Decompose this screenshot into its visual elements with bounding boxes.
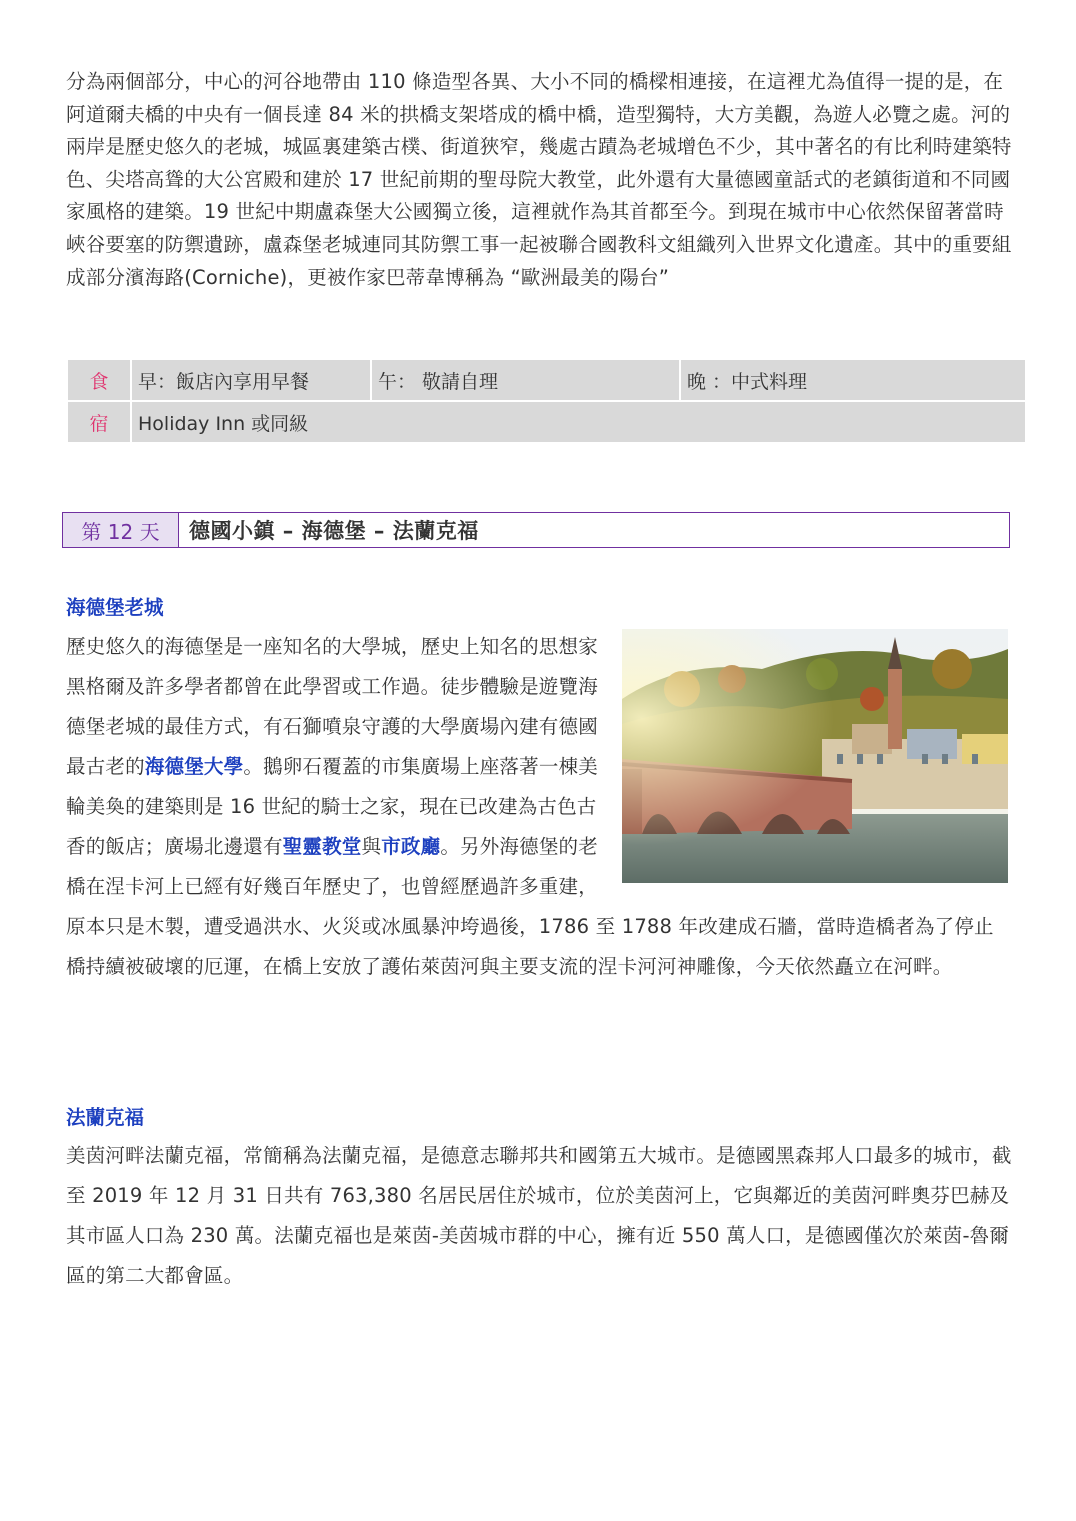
heidelberg-text-4: 。另外海德堡的老橋在涅卡河上已經有好幾百年歷史了，也曾經歷過許多重建，原本只是木製，遭受過洪水、火災或冰風暴沖垮過後，1786 至 1788 年改建成石牆，當時造橋者為了停止橋持續被破壞的厄運，在橋上安放了護佑萊茵河與主要支流的涅卡河河神雕像，今天依然矗立在河畔。: [66, 835, 994, 978]
frankfurt-title: 法蘭克福: [66, 1106, 145, 1129]
lunch-cell: 午： 敬請自理: [371, 359, 680, 401]
day-number: 第 12 天: [63, 513, 179, 547]
heidelberg-paragraph: [66, 627, 1012, 987]
heidelberg-text-1: 歷史悠久的海德堡是一座知名的大學城，歷史上知名的思想家黑格爾及許多學者都曾在此學習或工作過。徒步體驗是遊覽海德堡老城的最佳方式，有石獅噴泉守護的大學廣場內建有德國最古老的: [66, 635, 598, 778]
breakfast-cell: 早：飯店內享用早餐: [131, 359, 371, 401]
day-title: 德國小鎮 – 海德堡 – 法蘭克福: [189, 519, 479, 543]
lodging-row: [67, 401, 1026, 443]
holy-spirit-church-link[interactable]: 聖靈教堂: [282, 835, 362, 858]
frankfurt-paragraph: 美茵河畔法蘭克福，常簡稱為法蘭克福，是德意志聯邦共和國第五大城市。是德國黑森邦人口最多的城市，截至 2019 年 12 月 31 日共有 763,380 名居民居住於城市，位於美茵河上，它與鄰近的美茵河畔奧芬巴赫及其市區人口為 230 萬。法蘭克福也是萊茵-美茵城市群的中心，擁有近 550 萬人口，是德國僅次於萊茵-魯爾區的第二大都會區。: [66, 1144, 1012, 1287]
dinner-cell: 晚 ：中式料理: [680, 359, 1026, 401]
lodging-label: 宿: [67, 401, 131, 443]
heidelberg-title: 海德堡老城: [66, 596, 164, 619]
meal-lodging-table: [66, 358, 1027, 444]
heidelberg-text-2: 。鵝卵石覆蓋的市集廣場上座落著一棟美輪美奐的建築則是 16 世紀的騎士之家，現在已改建為古色古香的飯店；廣場北邊還有: [66, 755, 598, 858]
heidelberg-university-link[interactable]: 海德堡大學: [144, 755, 244, 778]
heidelberg-text-3: 與: [361, 835, 382, 858]
meals-row: [67, 359, 1026, 401]
meals-label: 食: [67, 359, 131, 401]
hotel-cell: Holiday Inn 或同級: [131, 401, 1026, 443]
day-header: [62, 512, 1010, 548]
heidelberg-photo: [622, 629, 1008, 883]
intro-paragraph: 分為兩個部分，中心的河谷地帶由 110 條造型各異、大小不同的橋樑相連接，在這裡尤為值得一提的是，在阿道爾夫橋的中央有一個長達 84 米的拱橋支架塔成的橋中橋，造型獨特，大方美觀，為遊人必覽之處。河的兩岸是歷史悠久的老城，城區裏建築古樸、街道狹窄，幾處古蹟為老城增色不少，其中著名的有比利時建築特色、尖塔高聳的大公宮殿和建於 17 世紀前期的聖母院大教堂，此外還有大量德國童話式的老鎮街道和不同國家風格的建築。19 世紀中期盧森堡大公國獨立後，這裡就作為其首都至今。到現在城市中心依然保留著當時峽谷要塞的防禦遺跡，盧森堡老城連同其防禦工事一起被聯合國教科文組織列入世界文化遺產。其中的重要組成部分濱海路(Corniche)，更被作家巴蒂韋博稱為 “歐洲最美的陽台”: [66, 70, 1012, 289]
city-hall-link[interactable]: 市政廳: [381, 835, 441, 858]
